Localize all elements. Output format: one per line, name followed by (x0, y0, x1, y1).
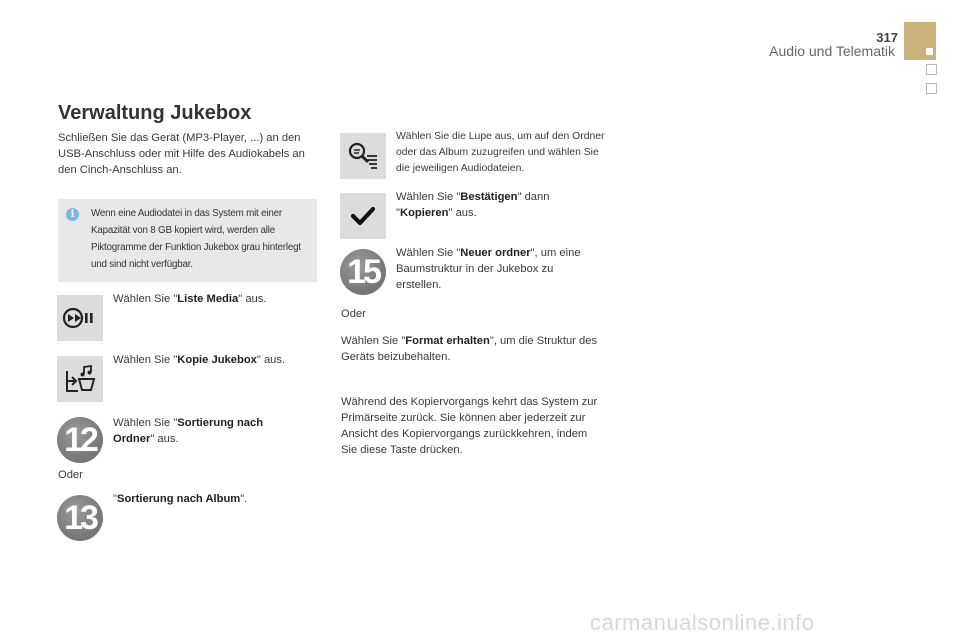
step-text: Wählen Sie " (113, 354, 178, 366)
chapter-tab-marker (926, 48, 933, 55)
step-keyword: Format erhalten (405, 335, 490, 347)
step-text: Wählen Sie " (341, 335, 406, 347)
step-kopie-jukebox (113, 352, 313, 368)
search-list-icon (340, 133, 386, 179)
oder-label: Oder (58, 469, 83, 481)
step-keyword: Bestätigen (460, 191, 518, 203)
step-sortierung-album (113, 491, 313, 507)
step-text: Wählen Sie " (113, 293, 178, 305)
section-title: Audio und Telematik (769, 43, 895, 59)
step-lupe: Wählen Sie die Lupe aus, um auf den Ordner oder das Album zuzugreifen und wählen Sie die jeweiligen Audiodateien. (396, 131, 605, 174)
step-sortierung-ordner (113, 415, 303, 447)
step-text: " (113, 493, 117, 505)
step-text: " dann " (396, 191, 550, 219)
step-text: " aus. (256, 354, 286, 366)
step-format-erhalten (341, 333, 606, 365)
info-note-text: Wenn eine Audiodatei in das System mit einer Kapazität von 8 GB kopiert wird, werden alle Piktogramme der Funktion Jukebox grau hinterlegt und sind nicht verfügbar. (91, 208, 301, 270)
step-text: Wählen Sie " (396, 191, 461, 203)
copy-jukebox-icon (57, 356, 103, 402)
step-keyword: Kopie Jukebox (177, 354, 257, 366)
step-text: " aus. (238, 293, 267, 305)
chapter-square-empty (926, 64, 937, 75)
step-keyword: Neuer ordner (460, 247, 531, 259)
step-keyword: Kopieren (399, 207, 449, 219)
watermark: carmanualsonline.info (590, 610, 815, 635)
step-text: ", um die Struktur des Geräts beizubehalten. (341, 335, 598, 363)
chapter-tab (904, 22, 936, 60)
intro-text: Schließen Sie das Gerät (MP3-Player, ...) an den USB-Anschluss oder mit Hilfe des Audiokabels an den Cinch-Anschluss an. (58, 132, 305, 176)
step-text: " aus. (150, 433, 179, 445)
play-list-icon (57, 295, 103, 341)
step-text: " aus. (448, 207, 477, 219)
step-number-15: 15 (340, 249, 386, 295)
checkmark-icon (340, 193, 386, 239)
step-number-13: 13 (57, 495, 103, 541)
step-text: Wählen Sie " (113, 417, 178, 429)
step-text: ". (240, 493, 248, 505)
page-title: Verwaltung Jukebox (58, 102, 252, 124)
oder-label: Oder (341, 308, 366, 320)
step-neuer-ordner (396, 245, 601, 293)
page-number: 317 (876, 30, 898, 45)
step-text: ", um eine Baumstruktur in der Jukebox zu erstellen. (396, 247, 581, 291)
copy-progress-text: Während des Kopiervorgangs kehrt das System zur Primärseite zurück. Sie können aber jederzeit zur Ansicht des Kopiervorgangs zurückkehren, indem Sie diese Taste drücken. (341, 396, 598, 456)
step-keyword: Sortierung nach Album (116, 493, 241, 505)
step-number-12: 12 (57, 417, 103, 463)
step-liste-media (113, 291, 313, 307)
step-keyword: Sortierung nach Ordner (113, 417, 264, 445)
step-keyword: Liste Media (177, 293, 239, 305)
info-icon: i (66, 208, 79, 221)
step-bestaetigen (396, 189, 596, 221)
chapter-square-empty (926, 83, 937, 94)
info-note (58, 199, 317, 282)
step-text: Wählen Sie " (396, 247, 461, 259)
